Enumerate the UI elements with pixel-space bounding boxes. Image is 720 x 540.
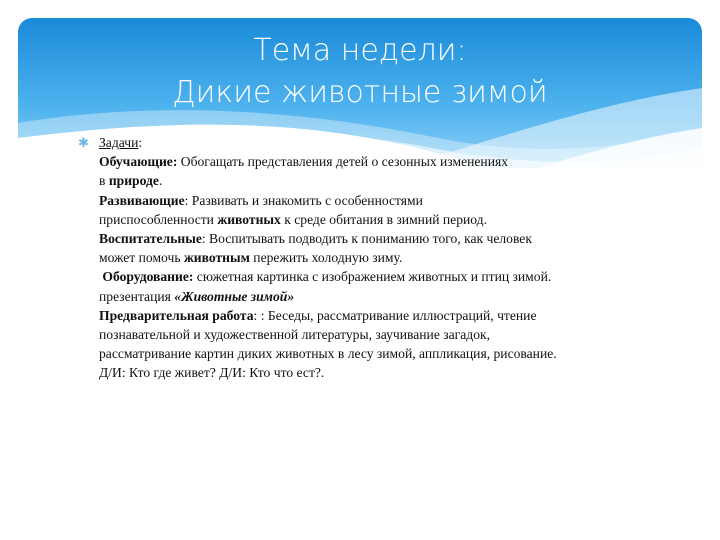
developing-line-2: [99, 210, 689, 229]
games-line: Д/И: Кто где живет? Д/И: Кто что ест?.: [99, 365, 325, 381]
equipment-label: Оборудование:: [99, 269, 194, 285]
developing-line: [99, 191, 689, 210]
text: : Воспитывать подводить к пониманию того, как человек: [201, 231, 532, 247]
preliminary-line-2: познавательной и художественной литературы, заучивание загадок,: [99, 327, 490, 343]
text: Обогащать представления детей о сезонных изменениях: [177, 154, 509, 170]
text: сюжетная картинка с изображением животных и птиц зимой.: [193, 269, 552, 285]
text: пережить холодную зиму.: [249, 250, 403, 266]
text: : : Беседы, рассматривание иллюстраций, чтение: [253, 307, 537, 323]
upbringing-line: [99, 229, 689, 248]
text: в: [99, 173, 109, 189]
tasks-heading: [99, 133, 689, 152]
educational-line-2: [99, 171, 689, 190]
bold-text: животным: [183, 250, 250, 266]
tasks-label: Задачи: [99, 135, 139, 150]
upbringing-line-2: [99, 248, 689, 267]
preliminary-label: Предварительная работа: [99, 307, 254, 323]
text: может помочь: [99, 250, 184, 266]
title-line-2: Дикие животные зимой: [172, 75, 548, 110]
bold-text: животных: [217, 211, 281, 227]
preliminary-line-3: рассматривание картин диких животных в лесу зимой, аппликация, рисование.: [99, 346, 557, 362]
developing-label: Развивающие: [99, 192, 185, 208]
asterisk-bullet-icon: ✱: [78, 135, 89, 150]
text: презентация: [99, 288, 175, 304]
educational-line: [99, 152, 689, 171]
text: приспособленности: [99, 211, 218, 227]
title-line-1: Тема недели:: [253, 33, 467, 68]
presentation-title: «Животные зимой»: [174, 288, 295, 304]
text: к среде обитания в зимний период.: [280, 211, 487, 227]
colon: :: [138, 135, 143, 150]
preliminary-line: [99, 306, 689, 325]
upbringing-label: Воспитательные: [99, 231, 202, 247]
slide-title: [18, 30, 702, 114]
bold-text: природе: [108, 173, 159, 189]
text: .: [158, 173, 163, 189]
equipment-line: [99, 267, 689, 286]
slide-body: [99, 133, 689, 383]
educational-label: Обучающие:: [99, 154, 178, 170]
text: : Развивать и знакомить с особенностями: [184, 192, 423, 208]
presentation-line: [99, 287, 689, 306]
